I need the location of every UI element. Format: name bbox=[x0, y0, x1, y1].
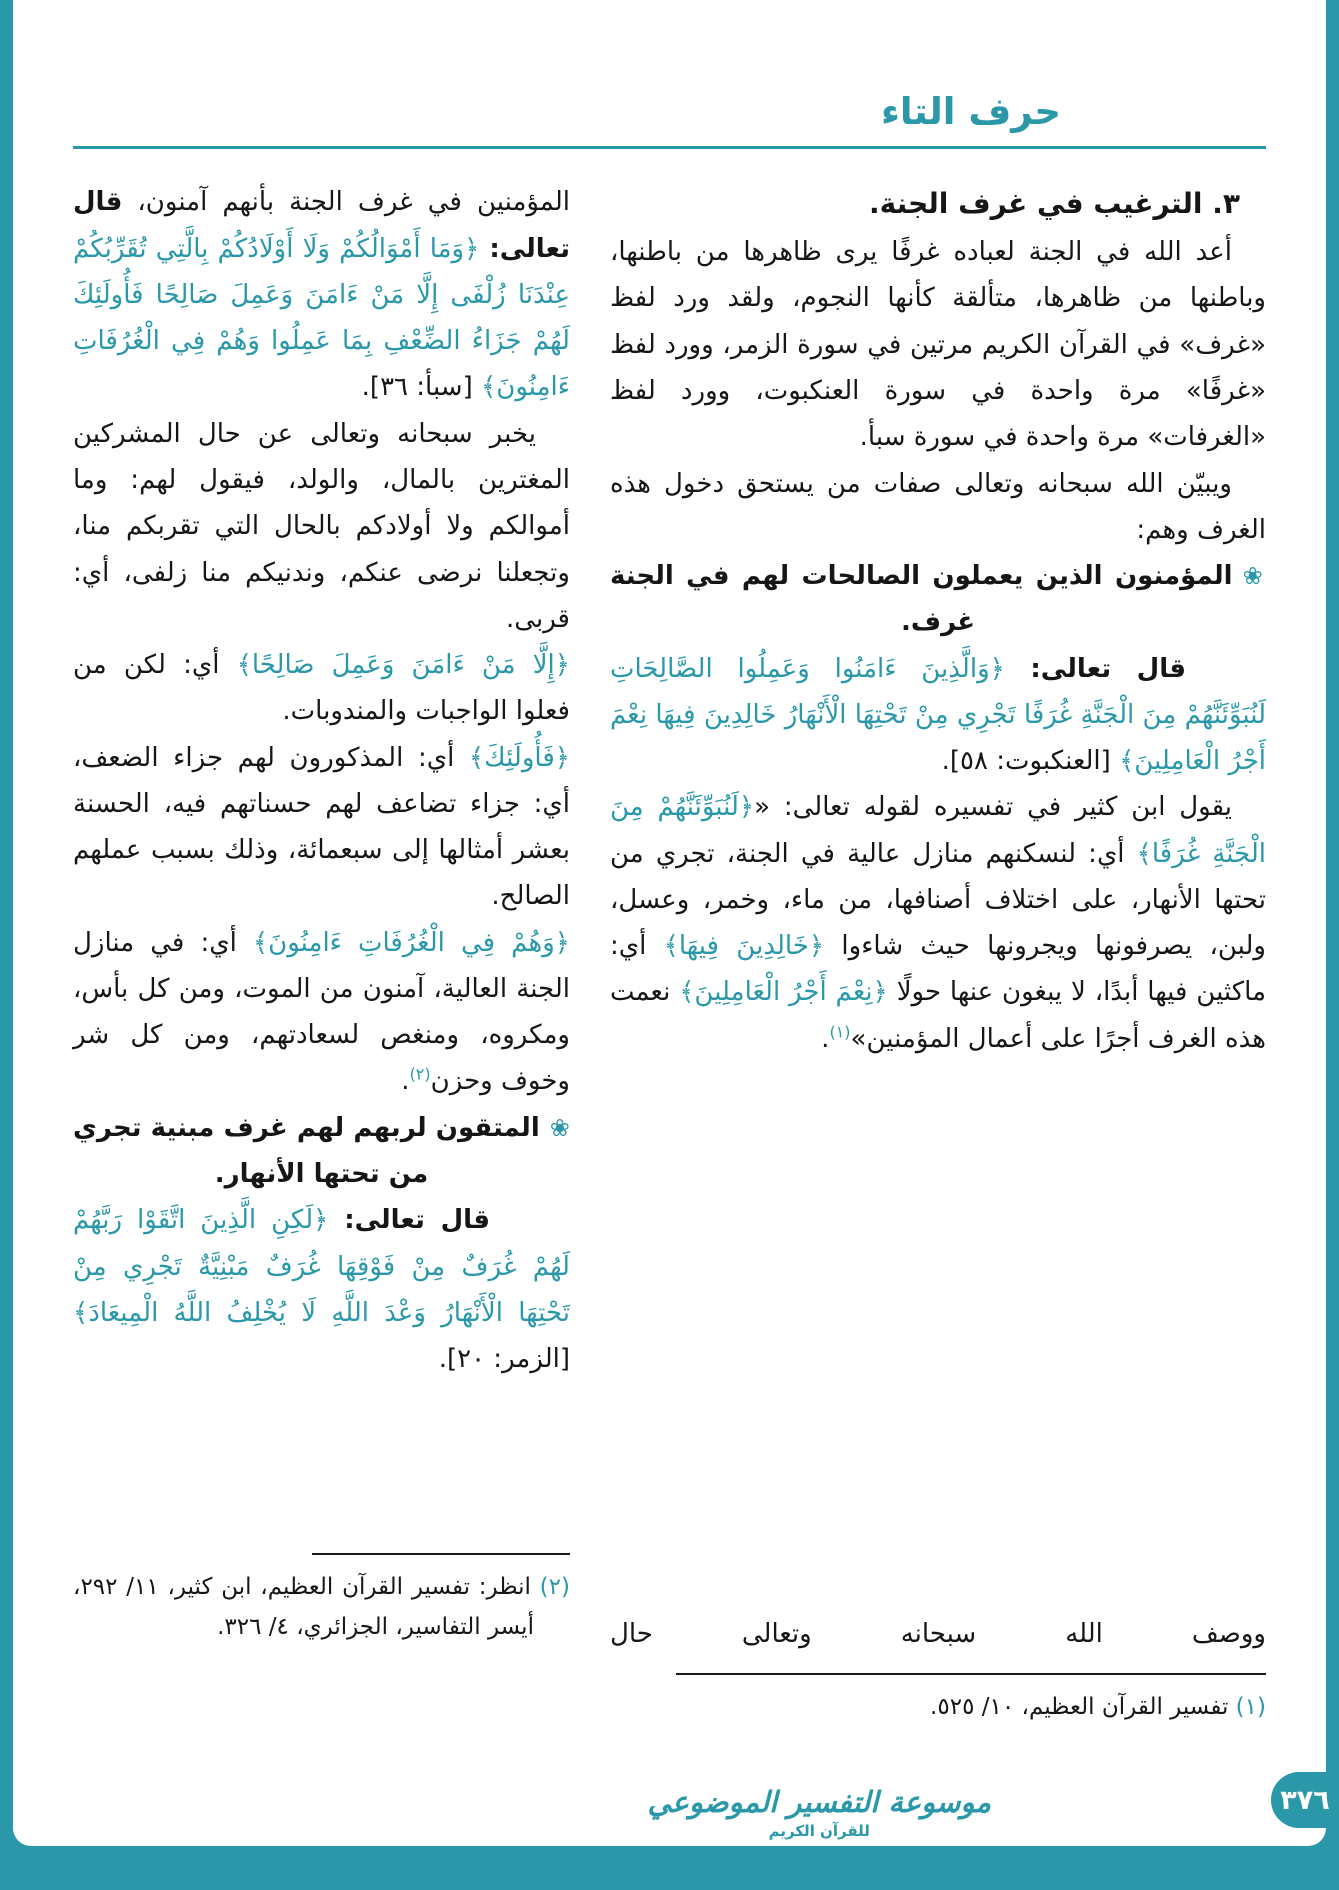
qala-label: قال تعالى: bbox=[328, 1205, 490, 1236]
bullet-item-believers bbox=[610, 553, 1266, 646]
page-border-left bbox=[0, 0, 13, 1890]
tafsir-text-4: نعمت هذه الغرف أجرًا على أعمال المؤمنين» bbox=[609, 977, 1266, 1054]
publisher-logo bbox=[648, 1786, 992, 1840]
quote-wahum-period: . bbox=[401, 1066, 410, 1097]
bullet-text: المؤمنون الذين يعملون الصالحات لهم في الجنة غرف. bbox=[609, 561, 1233, 638]
page-number: ٣٧٦ bbox=[1280, 1784, 1330, 1816]
quote-wahum-paragraph bbox=[73, 920, 570, 1105]
quran-quote-wahum: ﴿وَهُمْ فِي الْغُرُفَاتِ ءَامِنُونَ﴾ bbox=[252, 927, 570, 958]
footnote-rule-left bbox=[312, 1553, 570, 1555]
continuation-paragraph bbox=[73, 179, 570, 410]
quran-quote-1: ﴿لَنُبَوِّئَنَّهُمْ مِنَ الْجَنَّةِ غُرَفًا﴾ bbox=[609, 792, 1266, 869]
page-number-badge bbox=[1271, 1772, 1339, 1828]
footnote-rule-right bbox=[676, 1673, 1266, 1675]
quote-ulaika-explanation: أي: المذكورون لهم جزاء الضعف، أي: جزاء تضاعف لهم حسناتهم فيه، الحسنة بعشر أمثالها إلى سبعمائة، وذلك بسبب عملهم الصالح. bbox=[73, 742, 570, 912]
qala-label: قال تعالى: bbox=[73, 187, 570, 264]
qala-label: قال تعالى: bbox=[1004, 653, 1186, 684]
header-rule bbox=[73, 146, 1266, 149]
flower-icon: ❀ bbox=[1242, 562, 1266, 591]
yukhbir-paragraph: يخبر سبحانه وتعالى عن حال المشركين المغترين بالمال، والولد، فيقول لهم: وما أموالكم ولا أولادكم بالحال التي تقربكم منا، وتجعلنا نرضى عنكم، وندنيكم منا زلفى، أي: قربى. bbox=[73, 418, 570, 634]
footnote-text-2: انظر: تفسير القرآن العظيم، ابن كثير، ١١/ ٢٩٢، أيسر التفاسير، الجزائري، ٤/ ٣٢٦. bbox=[73, 1573, 534, 1641]
verse-ref-zumar: [الزمر: ٢٠]. bbox=[438, 1344, 570, 1375]
footnote-ref-1: (١) bbox=[829, 1022, 851, 1042]
bayan-paragraph: ويبيّن الله سبحانه وتعالى صفات من يستحق دخول هذه الغرف وهم: bbox=[609, 468, 1266, 545]
footnote-marker-1: (١) bbox=[1235, 1694, 1266, 1721]
quote-wahum-explanation: أي: في منازل الجنة العالية، آمنون من الموت، ومن كل بأس، ومكروه، ومنغص لسعادتهم، ومن كل شر وخوف وحزن bbox=[73, 927, 570, 1097]
verse-ref-ankabut: [العنكبوت: ٥٨]. bbox=[941, 746, 1120, 777]
page-border-bottom bbox=[0, 1846, 1339, 1890]
quran-quote-3: ﴿نِعْمَ أَجْرُ الْعَامِلِينَ﴾ bbox=[679, 977, 888, 1008]
quote-ulaika-paragraph bbox=[73, 735, 570, 920]
footnote-left bbox=[73, 1567, 570, 1648]
logo-line-1: موسوعة التفسير الموضوعي bbox=[647, 1784, 991, 1819]
quran-verse-ankabut: ﴿وَالَّذِينَ ءَامَنُوا وَعَمِلُوا الصَّالِحَاتِ لَنُبَوِّئَنَّهُمْ مِنَ الْجَنَّةِ غُرَفًا تَجْرِي مِنْ تَحْتِهَا الْأَنْهَارُ خَالِدِينَ فِيهَا نِعْمَ أَجْرُ الْعَامِلِينَ﴾ bbox=[609, 653, 1266, 777]
column-right bbox=[610, 179, 1266, 1727]
bullet-text: المتقون لربهم لهم غرف مبنية تجري من تحتها الأنهار. bbox=[73, 1112, 540, 1189]
footnote-marker-2: (٢) bbox=[539, 1573, 570, 1600]
tafsir-text-3: أي: ماكثين فيها أبدًا، لا يبغون عنها حولًا bbox=[609, 931, 1267, 1008]
quran-paragraph-zumar bbox=[73, 1197, 570, 1382]
footnote-text-1: تفسير القرآن العظيم، ١٠/ ٥٢٥. bbox=[930, 1694, 1229, 1721]
bullet-item-muttaqun bbox=[73, 1105, 570, 1198]
quran-quote-2: ﴿خَالِدِينَ فِيهَا﴾ bbox=[663, 931, 825, 962]
intro-paragraph: أعد الله في الجنة لعباده غرفًا يرى ظاهرها من باطنها، وباطنها من ظاهرها، متألقة كأنها النجوم، ولقد ورد لفظ «غرف» في القرآن الكريم مرتين في سورة الزمر، وورد لفظ «غرفًا» مرة واحدة في سورة العنكبوت، وورد لفظ «الغرفات» مرة واحدة في سورة سبأ. bbox=[609, 237, 1266, 453]
footnote-ref-2: (٢) bbox=[409, 1064, 431, 1084]
quote-illa-paragraph bbox=[73, 642, 570, 735]
quran-verse-saba: ﴿وَمَا أَمْوَالُكُمْ وَلَا أَوْلَادُكُمْ بِالَّتِي تُقَرِّبُكُمْ عِنْدَنَا زُلْفَى إِلَّا مَنْ ءَامَنَ وَعَمِلَ صَالِحًا فَأُولَئِكَ لَهُمْ جَزَاءُ الضِّعْفِ بِمَا عَمِلُوا وَهُمْ فِي الْغُرُفَاتِ ءَامِنُونَ﴾ bbox=[73, 233, 570, 403]
tafsir-period: . bbox=[821, 1023, 830, 1054]
tafsir-text-2: أي: لنسكنهم منازل عالية في الجنة، تجري من تحتها الأنهار، على اختلاف أصنافها، من ماء، وخمر، وعسل، ولبن، يصرفونها ويجرونها حيث شاءوا bbox=[609, 838, 1266, 962]
quran-verse-zumar: ﴿لَكِنِ الَّذِينَ اتَّقَوْا رَبَّهُمْ لَهُمْ غُرَفٌ مِنْ فَوْقِهَا غُرَفٌ مَبْنِيَّةٌ تَجْرِي مِنْ تَحْتِهَا الْأَنْهَارُ وَعْدَ اللَّهِ لَا يُخْلِفُ اللَّهُ الْمِيعَادَ﴾ bbox=[73, 1205, 570, 1328]
quran-paragraph-ankabut bbox=[610, 646, 1266, 785]
tafsir-intro-text: يقول ابن كثير في تفسيره لقوله تعالى: « bbox=[754, 792, 1232, 823]
section-heading: ٣. الترغيب في غرف الجنة. bbox=[869, 187, 1240, 221]
logo-line-2: للقرآن الكريم bbox=[768, 1822, 870, 1840]
body-text: المؤمنين في غرف الجنة بأنهم آمنون، bbox=[122, 187, 570, 218]
footnote-block-right bbox=[610, 1673, 1266, 1727]
page-border-right bbox=[1326, 0, 1339, 1890]
footnote-block-left bbox=[73, 1553, 570, 1648]
continuation-line: ووصف الله سبحانه وتعالى حال bbox=[609, 1618, 1266, 1649]
quran-quote-ulaika: ﴿فَأُولَئِكَ﴾ bbox=[468, 742, 570, 773]
quran-quote-illa: ﴿إِلَّا مَنْ ءَامَنَ وَعَمِلَ صَالِحًا﴾ bbox=[236, 650, 570, 681]
chapter-title: حرف التاء bbox=[880, 90, 1061, 133]
two-column-text bbox=[73, 179, 1266, 1727]
flower-icon: ❀ bbox=[549, 1113, 570, 1142]
tafsir-paragraph bbox=[610, 784, 1266, 1062]
footnote-right bbox=[610, 1687, 1266, 1727]
page-content bbox=[13, 0, 1326, 1846]
quote-illa-explanation: أي: لكن من فعلوا الواجبات والمندوبات. bbox=[73, 650, 570, 727]
column-left bbox=[73, 179, 570, 1727]
running-head bbox=[73, 90, 1266, 149]
verse-ref-saba: [سبأ: ٣٦]. bbox=[361, 372, 481, 403]
